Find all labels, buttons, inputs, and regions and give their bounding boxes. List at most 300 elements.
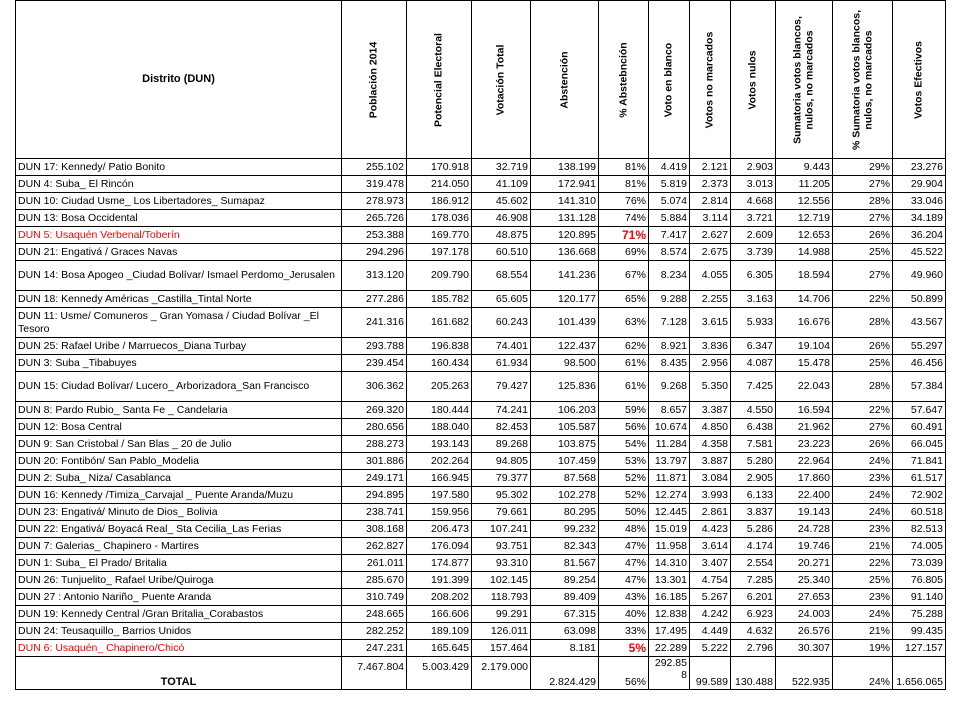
- district-name: DUN 27 : Antonio Nariño_ Puente Aranda: [16, 589, 342, 606]
- cell-value: 16.594: [776, 402, 833, 419]
- cell-value: 61%: [599, 355, 649, 372]
- cell-value: 11.958: [649, 538, 690, 555]
- column-header-label: Abstención: [557, 50, 570, 109]
- cell-value: 98.500: [531, 355, 599, 372]
- table-row: [16, 521, 946, 538]
- cell-value: 2.796: [731, 640, 776, 657]
- cell-value: 48.875: [472, 227, 531, 244]
- cell-value: 26%: [833, 338, 893, 355]
- cell-value: 189.109: [407, 623, 472, 640]
- cell-value: 7.285: [731, 572, 776, 589]
- cell-value: 87.568: [531, 470, 599, 487]
- cell-value: 4.055: [690, 261, 731, 291]
- cell-value: 26%: [833, 227, 893, 244]
- cell-value: 36.204: [893, 227, 946, 244]
- cell-value: 160.434: [407, 355, 472, 372]
- cell-value: 65%: [599, 291, 649, 308]
- cell-value: 8.234: [649, 261, 690, 291]
- district-name: DUN 12: Bosa Central: [16, 419, 342, 436]
- district-name: DUN 10: Ciudad Usme_ Los Libertadores_ Sumapaz: [16, 193, 342, 210]
- cell-value: 166.606: [407, 606, 472, 623]
- column-header: [342, 1, 407, 159]
- cell-value: 67.315: [531, 606, 599, 623]
- cell-value: 28%: [833, 308, 893, 338]
- cell-value: 17.495: [649, 623, 690, 640]
- electoral-table: [15, 0, 946, 690]
- cell-value: 5.286: [731, 521, 776, 538]
- cell-value: 2.905: [731, 470, 776, 487]
- cell-value: 196.838: [407, 338, 472, 355]
- cell-value: 24%: [833, 487, 893, 504]
- cell-value: 13.301: [649, 572, 690, 589]
- cell-value: 21%: [833, 623, 893, 640]
- cell-value: 9.443: [776, 159, 833, 176]
- cell-value: 7.417: [649, 227, 690, 244]
- cell-value: 205.263: [407, 372, 472, 402]
- cell-value: 4.550: [731, 402, 776, 419]
- cell-value: 23.276: [893, 159, 946, 176]
- cell-value: 24%: [833, 453, 893, 470]
- cell-value: 157.464: [472, 640, 531, 657]
- cell-value: 75.288: [893, 606, 946, 623]
- cell-value: 23.223: [776, 436, 833, 453]
- column-header: [833, 1, 893, 159]
- cell-value: 14.988: [776, 244, 833, 261]
- cell-value: 120.177: [531, 291, 599, 308]
- cell-value: 76.805: [893, 572, 946, 589]
- cell-value: 261.011: [342, 555, 407, 572]
- cell-value: 4.850: [690, 419, 731, 436]
- cell-value: 48%: [599, 521, 649, 538]
- cell-value: 294.296: [342, 244, 407, 261]
- cell-value: 71%: [599, 227, 649, 244]
- cell-value: 94.805: [472, 453, 531, 470]
- district-name: DUN 14: Bosa Apogeo _Ciudad Bolívar/ Ismael Perdomo_Jerusalen: [16, 261, 342, 291]
- cell-value: 280.656: [342, 419, 407, 436]
- district-name: DUN 24: Teusaquillo_ Barrios Unidos: [16, 623, 342, 640]
- cell-value: 3.013: [731, 176, 776, 193]
- cell-value: 80.295: [531, 504, 599, 521]
- cell-value: 55.297: [893, 338, 946, 355]
- cell-value: 7.425: [731, 372, 776, 402]
- cell-value: 25%: [833, 244, 893, 261]
- column-header-label: Sumatoria votos blancos, nulos, no marcados: [791, 15, 815, 144]
- cell-value: 8.574: [649, 244, 690, 261]
- column-header: [690, 1, 731, 159]
- cell-value: 17.860: [776, 470, 833, 487]
- total-value: 5.003.429: [407, 657, 472, 690]
- cell-value: 19.746: [776, 538, 833, 555]
- cell-value: 15.478: [776, 355, 833, 372]
- cell-value: 50.899: [893, 291, 946, 308]
- cell-value: 45.522: [893, 244, 946, 261]
- cell-value: 4.449: [690, 623, 731, 640]
- cell-value: 82.343: [531, 538, 599, 555]
- cell-value: 19.143: [776, 504, 833, 521]
- district-name: DUN 20: Fontibón/ San Pablo_Modelia: [16, 453, 342, 470]
- table-row: [16, 372, 946, 402]
- cell-value: 247.231: [342, 640, 407, 657]
- cell-value: 122.437: [531, 338, 599, 355]
- cell-value: 26%: [833, 436, 893, 453]
- district-name: DUN 18: Kennedy Américas _Castilla_Tintal Norte: [16, 291, 342, 308]
- cell-value: 310.749: [342, 589, 407, 606]
- cell-value: 29%: [833, 159, 893, 176]
- cell-value: 4.242: [690, 606, 731, 623]
- cell-value: 60.243: [472, 308, 531, 338]
- cell-value: 27%: [833, 210, 893, 227]
- district-name: DUN 8: Pardo Rubio_ Santa Fe _ Candelaria: [16, 402, 342, 419]
- cell-value: 126.011: [472, 623, 531, 640]
- cell-value: 2.627: [690, 227, 731, 244]
- cell-value: 166.945: [407, 470, 472, 487]
- cell-value: 165.645: [407, 640, 472, 657]
- district-name: DUN 3: Suba _Tibabuyes: [16, 355, 342, 372]
- cell-value: 209.790: [407, 261, 472, 291]
- total-value: 1.656.065: [893, 657, 946, 690]
- cell-value: 30.307: [776, 640, 833, 657]
- cell-value: 14.310: [649, 555, 690, 572]
- cell-value: 193.143: [407, 436, 472, 453]
- total-value: 56%: [599, 657, 649, 690]
- cell-value: 23%: [833, 521, 893, 538]
- cell-value: 319.478: [342, 176, 407, 193]
- cell-value: 19%: [833, 640, 893, 657]
- table-row: [16, 589, 946, 606]
- cell-value: 253.388: [342, 227, 407, 244]
- table-row: [16, 504, 946, 521]
- cell-value: 178.036: [407, 210, 472, 227]
- table-row: [16, 487, 946, 504]
- cell-value: 308.168: [342, 521, 407, 538]
- cell-value: 282.252: [342, 623, 407, 640]
- district-name: DUN 9: San Cristobal / San Blas _ 20 de Julio: [16, 436, 342, 453]
- cell-value: 6.305: [731, 261, 776, 291]
- cell-value: 101.439: [531, 308, 599, 338]
- cell-value: 7.128: [649, 308, 690, 338]
- cell-value: 72.902: [893, 487, 946, 504]
- cell-value: 4.358: [690, 436, 731, 453]
- cell-value: 71.841: [893, 453, 946, 470]
- table-row: [16, 261, 946, 291]
- table-row: [16, 193, 946, 210]
- cell-value: 14.706: [776, 291, 833, 308]
- cell-value: 81%: [599, 176, 649, 193]
- district-name: DUN 21: Engativá / Graces Navas: [16, 244, 342, 261]
- district-name: DUN 22: Engativá/ Boyacá Real_ Sta Cecilia_Las Ferias: [16, 521, 342, 538]
- cell-value: 89.268: [472, 436, 531, 453]
- cell-value: 65.605: [472, 291, 531, 308]
- cell-value: 60.491: [893, 419, 946, 436]
- cell-value: 3.837: [731, 504, 776, 521]
- column-header-label: Votos nulos: [746, 49, 759, 110]
- cell-value: 82.453: [472, 419, 531, 436]
- cell-value: 22%: [833, 291, 893, 308]
- cell-value: 22.289: [649, 640, 690, 657]
- column-header-label: Voto en blanco: [662, 42, 675, 117]
- table-row: [16, 402, 946, 419]
- cell-value: 8.921: [649, 338, 690, 355]
- cell-value: 12.556: [776, 193, 833, 210]
- table-row: [16, 453, 946, 470]
- cell-value: 74.241: [472, 402, 531, 419]
- cell-value: 33%: [599, 623, 649, 640]
- cell-value: 2.121: [690, 159, 731, 176]
- cell-value: 127.157: [893, 640, 946, 657]
- cell-value: 22%: [833, 402, 893, 419]
- table-row: [16, 291, 946, 308]
- cell-value: 52%: [599, 470, 649, 487]
- cell-value: 25%: [833, 355, 893, 372]
- cell-value: 197.580: [407, 487, 472, 504]
- cell-value: 102.145: [472, 572, 531, 589]
- cell-value: 46.908: [472, 210, 531, 227]
- cell-value: 5.933: [731, 308, 776, 338]
- cell-value: 6.438: [731, 419, 776, 436]
- cell-value: 288.273: [342, 436, 407, 453]
- total-value: 7.467.804: [342, 657, 407, 690]
- cell-value: 61%: [599, 372, 649, 402]
- cell-value: 255.102: [342, 159, 407, 176]
- cell-value: 138.199: [531, 159, 599, 176]
- table-row: [16, 419, 946, 436]
- cell-value: 3.407: [690, 555, 731, 572]
- cell-value: 306.362: [342, 372, 407, 402]
- cell-value: 28%: [833, 372, 893, 402]
- cell-value: 9.288: [649, 291, 690, 308]
- column-header-label: Votación Total: [494, 44, 507, 115]
- cell-value: 241.316: [342, 308, 407, 338]
- cell-value: 4.632: [731, 623, 776, 640]
- table-row: [16, 308, 946, 338]
- cell-value: 141.236: [531, 261, 599, 291]
- table-row: [16, 572, 946, 589]
- district-name: DUN 1: Suba_ El Prado/ Britalia: [16, 555, 342, 572]
- cell-value: 25%: [833, 572, 893, 589]
- cell-value: 49.960: [893, 261, 946, 291]
- table-row: [16, 244, 946, 261]
- cell-value: 12.274: [649, 487, 690, 504]
- cell-value: 81.567: [531, 555, 599, 572]
- cell-value: 89.254: [531, 572, 599, 589]
- table-row: [16, 606, 946, 623]
- cell-value: 4.423: [690, 521, 731, 538]
- cell-value: 313.120: [342, 261, 407, 291]
- cell-value: 106.203: [531, 402, 599, 419]
- cell-value: 6.133: [731, 487, 776, 504]
- column-header-label: % Sumatoria votos blancos, nulos, no marcados: [850, 9, 874, 150]
- cell-value: 301.886: [342, 453, 407, 470]
- cell-value: 20.271: [776, 555, 833, 572]
- cell-value: 174.877: [407, 555, 472, 572]
- cell-value: 74%: [599, 210, 649, 227]
- cell-value: 22.400: [776, 487, 833, 504]
- cell-value: 2.255: [690, 291, 731, 308]
- total-value: 2.179.000: [472, 657, 531, 690]
- district-name: DUN 25: Rafael Uribe / Marruecos_Diana Turbay: [16, 338, 342, 355]
- cell-value: 107.241: [472, 521, 531, 538]
- table-row: [16, 159, 946, 176]
- cell-value: 41.109: [472, 176, 531, 193]
- cell-value: 12.838: [649, 606, 690, 623]
- district-name: DUN 13: Bosa Occidental: [16, 210, 342, 227]
- cell-value: 53%: [599, 453, 649, 470]
- cell-value: 57.384: [893, 372, 946, 402]
- column-header-label: Votos no marcados: [703, 31, 716, 128]
- district-name: DUN 4: Suba_ El Rincón: [16, 176, 342, 193]
- cell-value: 12.445: [649, 504, 690, 521]
- cell-value: 16.185: [649, 589, 690, 606]
- cell-value: 22%: [833, 555, 893, 572]
- cell-value: 25.340: [776, 572, 833, 589]
- cell-value: 107.459: [531, 453, 599, 470]
- cell-value: 40%: [599, 606, 649, 623]
- table-row: [16, 227, 946, 244]
- cell-value: 294.895: [342, 487, 407, 504]
- cell-value: 3.114: [690, 210, 731, 227]
- total-row: [16, 657, 946, 690]
- cell-value: 120.895: [531, 227, 599, 244]
- cell-value: 5.074: [649, 193, 690, 210]
- cell-value: 3.739: [731, 244, 776, 261]
- cell-value: 19.104: [776, 338, 833, 355]
- cell-value: 191.399: [407, 572, 472, 589]
- cell-value: 3.084: [690, 470, 731, 487]
- cell-value: 27%: [833, 419, 893, 436]
- cell-value: 24%: [833, 504, 893, 521]
- header-district: Distrito (DUN): [16, 1, 342, 159]
- cell-value: 56%: [599, 419, 649, 436]
- column-header: [599, 1, 649, 159]
- cell-value: 82.513: [893, 521, 946, 538]
- total-value: 2.824.429: [531, 657, 599, 690]
- table-row: [16, 355, 946, 372]
- cell-value: 118.793: [472, 589, 531, 606]
- cell-value: 81%: [599, 159, 649, 176]
- cell-value: 206.473: [407, 521, 472, 538]
- cell-value: 202.264: [407, 453, 472, 470]
- table-row: [16, 623, 946, 640]
- cell-value: 33.046: [893, 193, 946, 210]
- cell-value: 24%: [833, 606, 893, 623]
- cell-value: 3.836: [690, 338, 731, 355]
- cell-value: 4.174: [731, 538, 776, 555]
- cell-value: 3.993: [690, 487, 731, 504]
- cell-value: 47%: [599, 555, 649, 572]
- cell-value: 6.201: [731, 589, 776, 606]
- cell-value: 67%: [599, 261, 649, 291]
- cell-value: 4.087: [731, 355, 776, 372]
- cell-value: 8.435: [649, 355, 690, 372]
- cell-value: 10.674: [649, 419, 690, 436]
- cell-value: 2.956: [690, 355, 731, 372]
- district-name: DUN 15: Ciudad Bolívar/ Lucero_ Arborizadora_San Francisco: [16, 372, 342, 402]
- cell-value: 197.178: [407, 244, 472, 261]
- cell-value: 172.941: [531, 176, 599, 193]
- cell-value: 5.819: [649, 176, 690, 193]
- district-name: DUN 19: Kennedy Central /Gran Britalia_Corabastos: [16, 606, 342, 623]
- cell-value: 89.409: [531, 589, 599, 606]
- cell-value: 3.721: [731, 210, 776, 227]
- cell-value: 141.310: [531, 193, 599, 210]
- total-label: TOTAL: [16, 657, 342, 690]
- cell-value: 43.567: [893, 308, 946, 338]
- cell-value: 3.615: [690, 308, 731, 338]
- table-row: [16, 555, 946, 572]
- column-header-label: Votos Efectivos: [912, 40, 925, 119]
- column-header: [893, 1, 946, 159]
- cell-value: 99.435: [893, 623, 946, 640]
- cell-value: 269.320: [342, 402, 407, 419]
- cell-value: 170.918: [407, 159, 472, 176]
- district-name: DUN 16: Kennedy /Timiza_Carvajal _ Puente Aranda/Muzu: [16, 487, 342, 504]
- cell-value: 23%: [833, 470, 893, 487]
- cell-value: 43%: [599, 589, 649, 606]
- cell-value: 5.350: [690, 372, 731, 402]
- cell-value: 11.871: [649, 470, 690, 487]
- district-name: DUN 7: Galerias_ Chapinero - Martires: [16, 538, 342, 555]
- column-header: [472, 1, 531, 159]
- cell-value: 125.836: [531, 372, 599, 402]
- cell-value: 26.576: [776, 623, 833, 640]
- cell-value: 5.884: [649, 210, 690, 227]
- cell-value: 249.171: [342, 470, 407, 487]
- table-row: [16, 640, 946, 657]
- cell-value: 22.043: [776, 372, 833, 402]
- cell-value: 79.661: [472, 504, 531, 521]
- cell-value: 2.675: [690, 244, 731, 261]
- column-header: [649, 1, 690, 159]
- column-header: [731, 1, 776, 159]
- cell-value: 16.676: [776, 308, 833, 338]
- cell-value: 61.517: [893, 470, 946, 487]
- cell-value: 2.609: [731, 227, 776, 244]
- district-name: DUN 17: Kennedy/ Patio Bonito: [16, 159, 342, 176]
- cell-value: 238.741: [342, 504, 407, 521]
- cell-value: 3.614: [690, 538, 731, 555]
- cell-value: 6.923: [731, 606, 776, 623]
- cell-value: 293.788: [342, 338, 407, 355]
- cell-value: 74.401: [472, 338, 531, 355]
- cell-value: 47%: [599, 538, 649, 555]
- cell-value: 79.377: [472, 470, 531, 487]
- district-name: DUN 26: Tunjuelito_ Rafael Uribe/Quiroga: [16, 572, 342, 589]
- cell-value: 5.267: [690, 589, 731, 606]
- total-value: 522.935: [776, 657, 833, 690]
- district-name: DUN 23: Engativá/ Minuto de Dios_ Bolivia: [16, 504, 342, 521]
- cell-value: 59%: [599, 402, 649, 419]
- cell-value: 34.189: [893, 210, 946, 227]
- cell-value: 63.098: [531, 623, 599, 640]
- cell-value: 12.653: [776, 227, 833, 244]
- cell-value: 186.912: [407, 193, 472, 210]
- cell-value: 176.094: [407, 538, 472, 555]
- header-row: [16, 1, 946, 159]
- cell-value: 208.202: [407, 589, 472, 606]
- cell-value: 52%: [599, 487, 649, 504]
- cell-value: 24.728: [776, 521, 833, 538]
- column-header: [776, 1, 833, 159]
- cell-value: 21%: [833, 538, 893, 555]
- cell-value: 6.347: [731, 338, 776, 355]
- cell-value: 61.934: [472, 355, 531, 372]
- cell-value: 103.875: [531, 436, 599, 453]
- cell-value: 50%: [599, 504, 649, 521]
- cell-value: 2.814: [690, 193, 731, 210]
- cell-value: 9.268: [649, 372, 690, 402]
- cell-value: 27.653: [776, 589, 833, 606]
- cell-value: 24.003: [776, 606, 833, 623]
